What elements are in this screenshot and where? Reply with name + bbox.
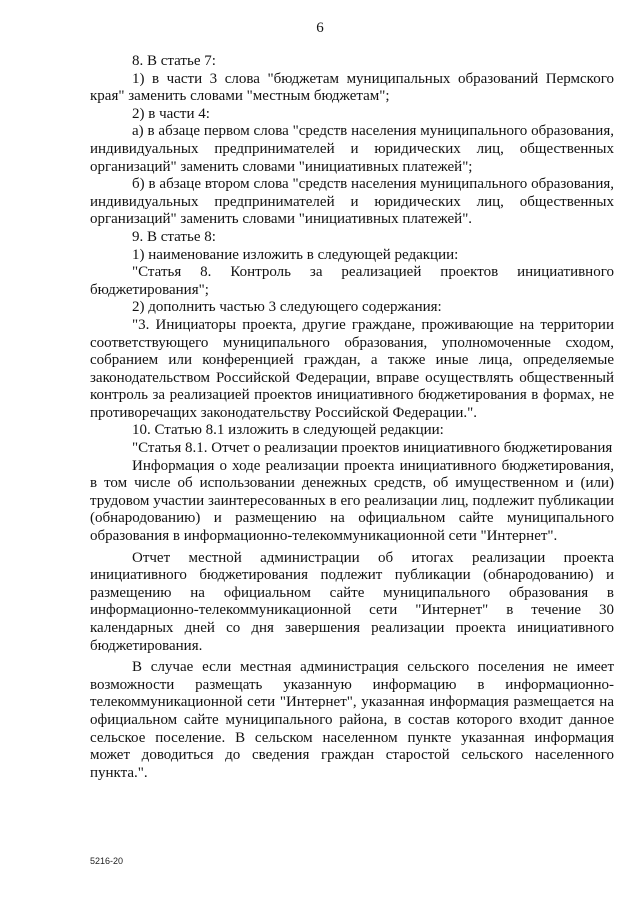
paragraph-amendment-10: 10. Статью 8.1 изложить в следующей редакции:	[132, 422, 444, 439]
paragraph-item-9-1: 1) наименование изложить в следующей редакции:	[132, 246, 459, 263]
paragraph-item-8-2-b: б) в абзаце втором слова "средств населения муниципального образования, индивидуальных предпринимателей и юридических лиц, общественных организаций" заменить словами "инициативных платежей".	[90, 176, 614, 228]
document-code: 5216-20	[90, 856, 124, 866]
document-body	[90, 53, 614, 782]
paragraph-article-8-title: "Статья 8. Контроль за реализацией проектов инициативного бюджетирования";	[90, 264, 614, 298]
paragraph-item-8-1: 1) в части 3 слова "бюджетам муниципальных образований Пермского края" заменить словами "местным бюджетам";	[90, 70, 614, 105]
paragraph-article-8-1-part-2: Отчет местной администрации об итогах реализации проекта инициативного бюджетирования подлежит публикации (обнародованию) и размещению на официальном сайте муниципального образования в информационно-телекоммуникационной сети "Интернет" в течение 30 календарных дней со дня завершения реализации проекта инициативного бюджетирования.	[90, 549, 614, 654]
paragraph-article-8-1-part-3: В случае если местная администрация сельского поселения не имеет возможности размещать указанную информацию в информационно-телекоммуникационной сети "Интернет", указанная информация размещается на официальном сайте муниципального района, в состав которого входит данное сельское поселение. В сельском населенном пункте указанная информация может доводиться до сведения граждан старостой сельского населенного пункта.".	[90, 659, 614, 781]
paragraph-item-9-2: 2) дополнить частью 3 следующего содержания:	[132, 299, 442, 316]
paragraph-article-8-part-3: "3. Инициаторы проекта, другие граждане, проживающие на территории соответствующего муниципального образования, уполномоченные сходом, собранием или конференцией граждан, а также иные лица, определяемые законодательством Российской Федерации, вправе осуществлять общественный контроль за реализацией проектов инициативного бюджетирования в формах, не противоречащих законодательству Российской Федерации.".	[90, 316, 614, 421]
paragraph-article-8-1-title: "Статья 8.1. Отчет о реализации проектов инициативного бюджетирования	[132, 440, 613, 457]
paragraph-item-8-2: 2) в части 4:	[132, 105, 210, 122]
paragraph-article-8-1-part-1: Информация о ходе реализации проекта инициативного бюджетирования, в том числе об использовании денежных средств, об имущественном и (или) трудовом участии заинтересованных в его реализации лиц, подлежит публикации (обнародованию) и размещению на официальном сайте муниципального образования в информационно-телекоммуникационной сети "Интернет".	[90, 457, 614, 545]
paragraph-amendment-9: 9. В статье 8:	[132, 228, 216, 245]
paragraph-amendment-8: 8. В статье 7:	[132, 53, 216, 69]
page-number: 6	[316, 20, 324, 36]
paragraph-item-8-2-a: а) в абзаце первом слова "средств населения муниципального образования, индивидуальных предпринимателей и юридических лиц, общественных организаций" заменить словами "инициативных платежей";	[90, 123, 614, 175]
